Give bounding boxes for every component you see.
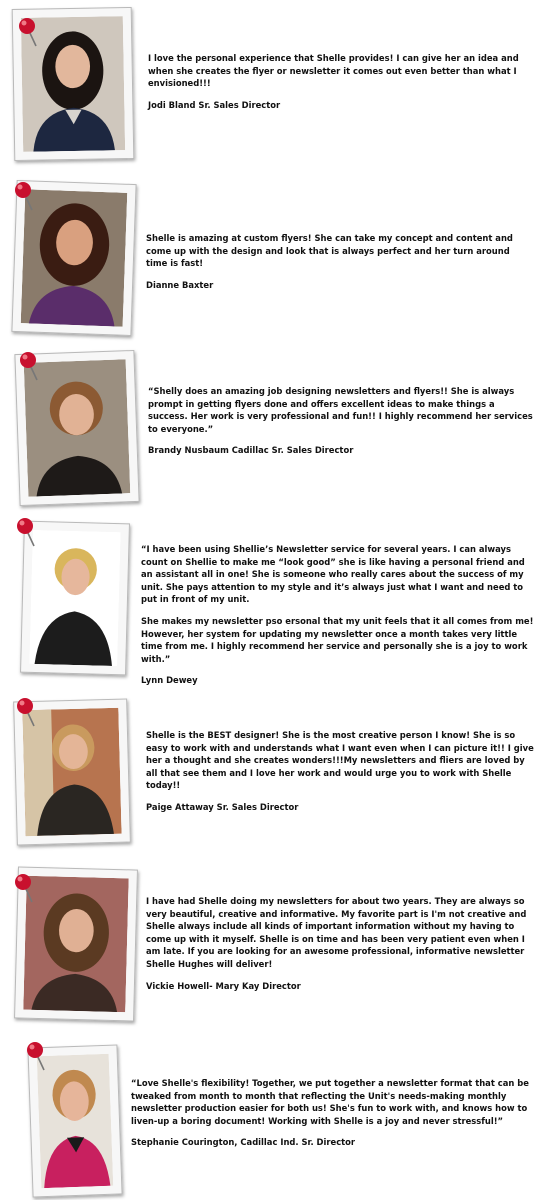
testimonial-author: Brandy Nusbaum Cadillac Sr. Sales Director (148, 445, 354, 456)
testimonial-author: Jodi Bland Sr. Sales Director (148, 99, 281, 110)
testimonial-text (141, 543, 535, 687)
testimonial-author: Lynn Dewey (141, 675, 198, 686)
red-pushpin-icon (14, 696, 40, 728)
testimonial-text (146, 232, 531, 291)
portrait-photo (23, 876, 128, 1013)
testimonial-paragraph: I have had Shelle doing my newsletters for about two years. They are always so very beautiful, creative and informative. My favorite part is I'm not creative and Shelle always include all kinds of important information without my having to come up with it myself. Shelle is on time and has been very patient even when I am late. If you are looking for an awesome professional, informative newsletter Shelle Hughes will deliver! (146, 896, 527, 969)
red-pushpin-icon (17, 350, 43, 382)
testimonial-author: Paige Attaway Sr. Sales Director (146, 801, 299, 812)
testimonial-paragraph: She makes my newsletter pso ersonal that my unit feels that it all comes from me! However, her system for updating my newsletter once a month takes very little time from me. I highly recommend her service and personally she is a joy to work with.” (141, 615, 534, 664)
red-pushpin-icon (16, 16, 42, 48)
testimonial-text (148, 385, 534, 457)
testimonial-paragraph: Shelle is amazing at custom flyers! She can take my concept and content and come up with the design and look that is always perfect and her turn around time is fast! (146, 233, 513, 269)
testimonial-text (146, 895, 535, 992)
red-pushpin-icon (14, 516, 40, 548)
testimonial-paragraph: “I have been using Shellie’s Newsletter service for several years. I can always count on Shellie to make me “look good” she is like having a personal friend and an assistant all in one! She is someone who really cares about the success of my unit. She pays attention to my style and it’s always just what I want and need to put in front of my unit. (141, 544, 525, 605)
red-pushpin-icon (12, 872, 38, 904)
testimonial-paragraph: Shelle is the BEST designer! She is the most creative person I know! She is so easy to work with and understands what I want even when I can picture it!! I give her a thought and she creates wonders!!!My newsletters and fliers are loved by all that see them and I love her work and would urge you to work with Shelle today!! (146, 730, 534, 791)
testimonial-paragraph: I love the personal experience that Shelle provides! I can give her an idea and when she creates the flyer or newsletter it comes out even better than what I envisioned!!! (148, 53, 519, 89)
testimonial-author: Vickie Howell- Mary Kay Director (146, 980, 301, 991)
testimonial-text (131, 1077, 535, 1149)
testimonial-author: Stephanie Courington, Cadillac Ind. Sr. Director (131, 1137, 356, 1148)
testimonial-paragraph: “Love Shelle's flexibility! Together, we put together a newsletter format that can be tweaked from month to month that reflecting the Unit's needs-making monthly newsletter production easier for both us! She's fun to work with, and knows how to liven-up a boring document! Working with Shelle is a joy and never stressful!” (131, 1078, 529, 1126)
portrait-photo (37, 1054, 114, 1188)
red-pushpin-icon (24, 1040, 50, 1072)
red-pushpin-icon (12, 180, 38, 212)
testimonial-paragraph: “Shelly does an amazing job designing newsletters and flyers!! She is always prompt in getting flyers done and offers excellent ideas to make things a success. Her work is very professional and fun!! I highly recommend her services to everyone.” (148, 386, 533, 434)
testimonial-author: Dianne Baxter (146, 279, 214, 290)
testimonial-text (146, 729, 534, 814)
testimonial-text (148, 52, 533, 111)
portrait-photo (29, 530, 120, 666)
